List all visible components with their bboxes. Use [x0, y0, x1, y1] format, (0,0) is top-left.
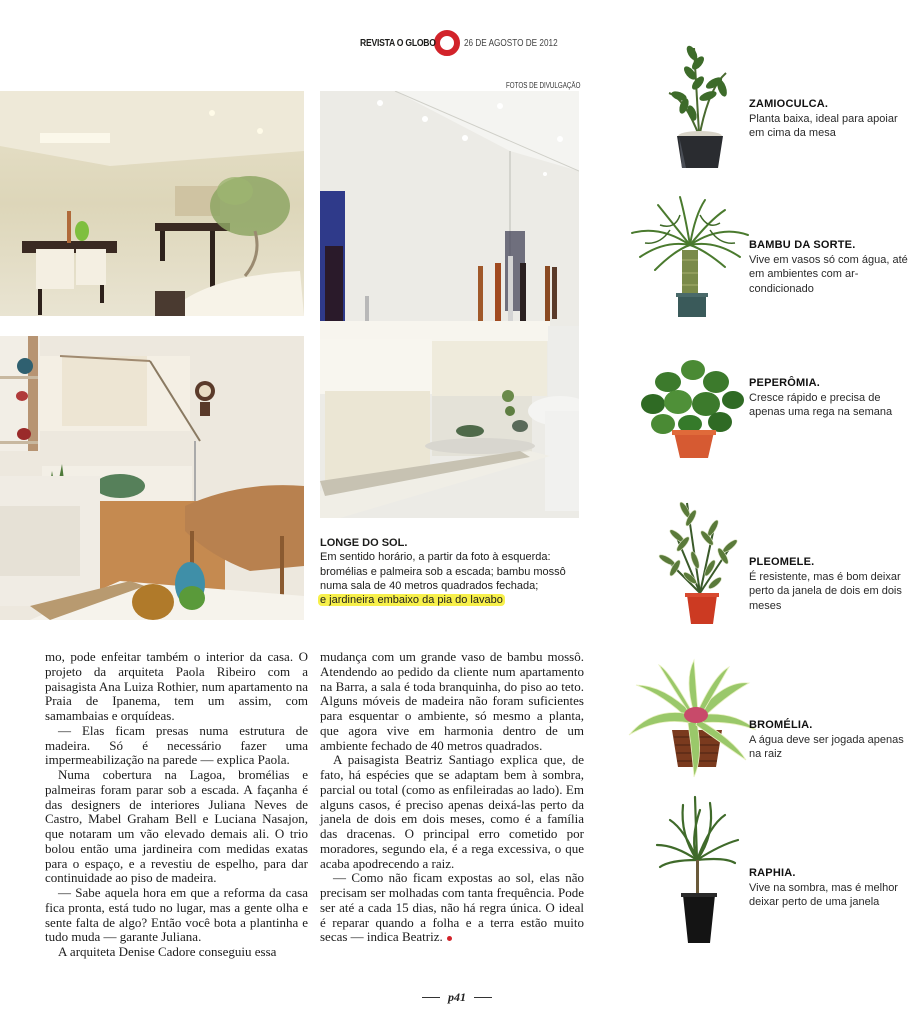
page-header: [360, 31, 584, 55]
paragraph-text: — Como não ficam expostas ao sol, elas não precisam ser molhadas com tanta frequência. Pode ser até a cada 15 dias, não há regra única. O ideal é reparar quando a folha e a terra estão muito secas — indica Beatriz.: [320, 870, 584, 945]
paragraph: mudança com um grande vaso de bambu mossô. Atendendo ao pedido da cliente num apartamento na Barra, a sala é toda branquinha, do piso ao teto. Alguns móveis de madeira não foram suficientes para esquentar o ambiente, só mesmo a planta, que agora vive em harmonia dentro de um ambiente fechado de 40 metros quadrados.: [320, 649, 584, 753]
page-footer: [0, 990, 914, 1005]
plant-item-zamioculca: [749, 97, 909, 141]
photo-dining-room: [0, 91, 304, 316]
plant-name: BROMÉLIA.: [749, 719, 813, 731]
paragraph-last: [320, 871, 584, 945]
article-column-1: [45, 650, 308, 960]
zamioculca-plant-icon: [664, 38, 734, 170]
magazine-name: REVISTA O GLOBO: [360, 37, 436, 49]
photo-credit: FOTOS DE DIVULGAÇÃO: [506, 81, 581, 90]
caption-title: LONGE DO SOL.: [320, 537, 408, 549]
plant-name: RAPHIA.: [749, 867, 796, 879]
page-number: p41: [448, 990, 466, 1004]
peperomia-plant-icon: [638, 352, 748, 462]
plant-item-pleomele: [749, 555, 909, 613]
plant-item-raphia: [749, 866, 909, 910]
plant-description: Cresce rápido e precisa de apenas uma rega na semana: [749, 391, 893, 419]
bromelia-plant-icon: [624, 655, 759, 780]
paragraph: mo, pode enfeitar também o interior da casa. O projeto da arquiteta Paola Ribeiro com a paisagista Ana Luiza Rothier, num apartamento na Praia de Ipanema, tem um assim, com samambaias e orquídeas.: [45, 649, 308, 723]
plant-description: Planta baixa, ideal para apoiar em cima da mesa: [749, 112, 898, 140]
paragraph: — Elas ficam presas numa estrutura de madeira. Só é necessário fazer uma impermeabilização na parede — explica Paola.: [45, 722, 308, 768]
plant-name: ZAMIOCULCA.: [749, 98, 829, 110]
article-column-2: [320, 650, 584, 945]
paragraph: Numa cobertura na Lagoa, bromélias e palmeiras foram parar sob a escada. A façanha é das designers de interiores Juliana Neves de Castro, Mabel Graham Bell e Luciana Nasajon, que notaram um vão elevado demais ali. O trio bolou então uma jardineira com medidas exatas para o espaço, e a revestiu de espelho, para dar continuidade ao piso de madeira.: [45, 767, 308, 886]
issue-date: 26 DE AGOSTO DE 2012: [464, 37, 558, 49]
plant-description: É resistente, mas é bom deixar perto da janela de dois em dois meses: [749, 570, 902, 612]
plant-name: BAMBU DA SORTE.: [749, 239, 856, 251]
plant-item-peperomia: [749, 376, 909, 420]
plant-description: A água deve ser jogada apenas na raiz: [749, 733, 904, 761]
divider: [422, 997, 440, 998]
caption-text: Em sentido horário, a partir da foto à esquerda: bromélias e palmeira sob a escada; bambu mossô numa sala de 40 metros quadrados fechada;: [320, 551, 566, 592]
plant-item-bromelia: [749, 718, 909, 762]
photo-bathroom-planter: [320, 91, 579, 518]
paragraph: A paisagista Beatriz Santiago explica que, de fato, há espécies que se adaptam bem à sombra, parcial ou total (como as enfileiradas ao lado). Em alguns casos, é preciso apenas deixá-las perto da janela de dois em dois meses, como é a família das dracenas. O principal erro cometido por moradores, segundo ela, é a rega excessiva, o que acaba apodrecendo a raiz.: [320, 752, 584, 871]
red-dot-end-mark-icon: [447, 936, 452, 941]
red-ring-logo-icon: [434, 30, 460, 56]
plant-description: Vive na sombra, mas é melhor deixar perto de uma janela: [749, 881, 898, 909]
plant-item-lucky-bamboo: [749, 238, 909, 296]
photo-caption: [320, 536, 590, 607]
plant-name: PLEOMELE.: [749, 556, 815, 568]
lucky-bamboo-plant-icon: [630, 195, 750, 320]
divider: [474, 997, 492, 998]
paragraph: — Sabe aquela hora em que a reforma da casa fica pronta, está tudo no lugar, mas a gente olha e sente falta de algo? Então você bota a plantinha e tudo muda — garante Juliana.: [45, 885, 308, 945]
pleomele-plant-icon: [655, 498, 745, 626]
photo-stairs-garden: [0, 336, 304, 620]
plant-description: Vive em vasos só com água, até em ambientes com ar-condicionado: [749, 253, 908, 295]
paragraph: A arquiteta Denise Cadore conseguiu essa: [58, 944, 277, 959]
caption-highlight: e jardineira embaixo da pia do lavabo: [320, 594, 503, 607]
raphia-plant-icon: [655, 795, 740, 945]
plant-name: PEPERÔMIA.: [749, 377, 821, 389]
